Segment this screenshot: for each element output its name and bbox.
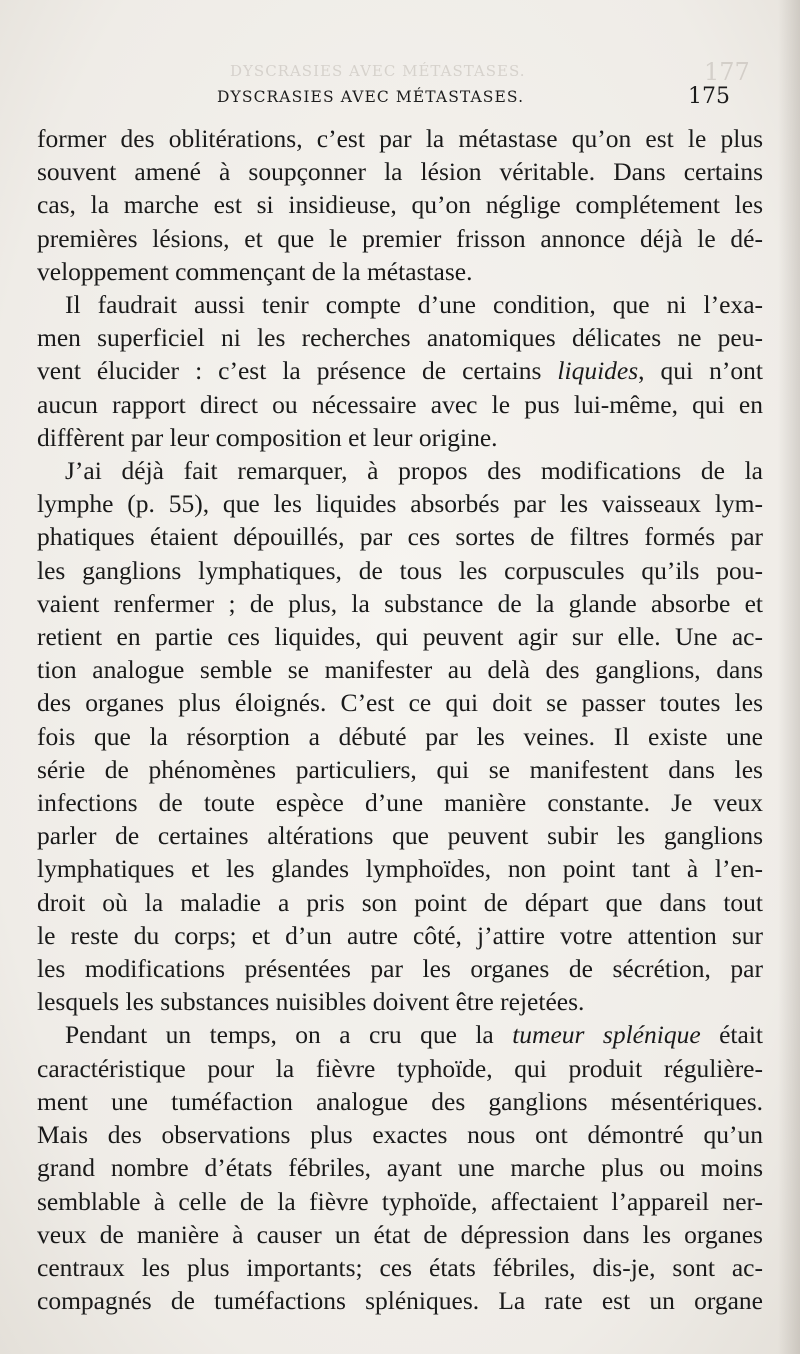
body-text	[37, 122, 763, 1317]
text-line: série de phénomènes particuliers, qui se manifestent dans les	[37, 754, 763, 784]
text-line: centraux les plus importants; ces états fébriles, dis-je, sont ac-	[37, 1252, 763, 1282]
text-line: fois que la résorption a débuté par les veines. Il existe une	[37, 721, 763, 751]
text-line: lesquels les substances nuisibles doivent être rejetées.	[37, 987, 585, 1017]
paragraph	[37, 122, 763, 288]
text-line: lymphatiques et les glandes lymphoïdes, non point tant à l’en-	[37, 854, 763, 884]
running-head: DYSCRASIES AVEC MÉTASTASES.	[217, 88, 525, 106]
text-line: premières lésions, et que le premier frisson annonce déjà le dé-	[37, 223, 763, 253]
bleed-through-page-number: 177	[704, 58, 750, 86]
text-line: Mais des observations plus exactes nous ont démontré qu’un	[37, 1120, 763, 1150]
text-line: tion analogue semble se manifester au delà des ganglions, dans	[37, 655, 763, 685]
text-line: les modifications présentées par les organes de sécrétion, par	[37, 954, 763, 984]
paragraph	[37, 454, 763, 1018]
text-line: parler de certaines altérations que peuvent subir les ganglions	[37, 821, 763, 851]
text-line: aucun rapport direct ou nécessaire avec le pus lui-même, qui en	[37, 389, 763, 419]
text-line: des organes plus éloignés. C’est ce qui doit se passer toutes les	[37, 688, 763, 718]
text-line: cas, la marche est si insidieuse, qu’on néglige complétement les	[37, 190, 763, 220]
text-line: phatiques étaient dépouillés, par ces sortes de filtres formés par	[37, 522, 763, 552]
text-line: J’ai déjà fait remarquer, à propos des modifications de la	[65, 456, 763, 486]
paragraph	[37, 288, 763, 454]
text-line: diffèrent par leur composition et leur origine.	[37, 422, 498, 452]
text-line: men superficiel ni les recherches anatomiques délicates ne peu-	[37, 323, 763, 353]
paragraph	[37, 1018, 763, 1317]
text-line: le reste du corps; et d’un autre côté, j’attire votre attention sur	[37, 920, 763, 950]
text-line: lymphe (p. 55), que les liquides absorbés par les vaisseaux lym-	[37, 489, 763, 519]
text-line: compagnés de tuméfactions spléniques. La rate est un organe	[37, 1286, 763, 1316]
text-line: droit où la maladie a pris son point de départ que dans tout	[37, 887, 763, 917]
page-number: 175	[688, 84, 730, 109]
text-line: caractéristique pour la fièvre typhoïde, qui produit régulière-	[37, 1053, 763, 1083]
text-line: Il faudrait aussi tenir compte d’une condition, que ni l’exa-	[65, 290, 763, 320]
page-edge-shadow	[778, 0, 800, 1354]
text-line: vaient renfermer ; de plus, la substance de la glande absorbe et	[37, 588, 763, 618]
text-line: former des oblitérations, c’est par la métastase qu’on est le plus	[37, 124, 763, 153]
text-line: vent élucider : c’est la présence de certains liquides, qui n’ont	[37, 356, 763, 386]
text-line: les ganglions lymphatiques, de tous les corpuscules qu’ils pou-	[37, 555, 763, 585]
text-line: infections de toute espèce d’une manière constante. Je veux	[37, 788, 763, 818]
text-line: grand nombre d’états fébriles, ayant une marche plus ou moins	[37, 1153, 763, 1183]
text-line: veloppement commençant de la métastase.	[37, 256, 473, 286]
page-header	[0, 84, 800, 114]
text-line: veux de manière à causer un état de dépression dans les organes	[37, 1219, 763, 1249]
text-line: Pendant un temps, on a cru que la tumeur splénique était	[65, 1020, 763, 1050]
text-line: souvent amené à soupçonner la lésion véritable. Dans certains	[37, 157, 763, 187]
text-line: retient en partie ces liquides, qui peuvent agir sur elle. Une ac-	[37, 622, 763, 652]
text-line: ment une tuméfaction analogue des ganglions mésentériques.	[37, 1086, 763, 1116]
bleed-through-running-head: DYSCRASIES AVEC MÉTASTASES.	[230, 62, 526, 80]
text-line: semblable à celle de la fièvre typhoïde, affectaient l’appareil ner-	[37, 1186, 763, 1216]
